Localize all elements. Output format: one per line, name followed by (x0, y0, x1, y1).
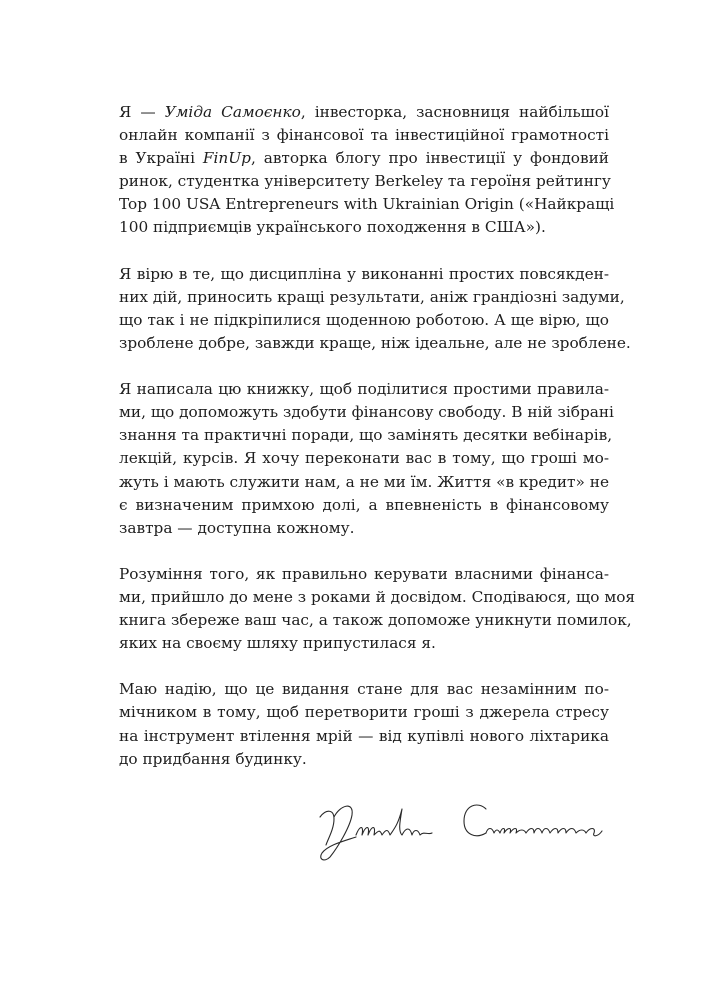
text-line (119, 147, 609, 170)
text-line (119, 701, 609, 724)
text-line (119, 170, 609, 193)
text-segment: ринок, студентка університету Berkeley та героїня рейтингу (119, 172, 611, 191)
italic-text: FinUp (202, 149, 251, 168)
text-segment: Я — (119, 103, 165, 121)
text-segment: них дій, приносить кращі результати, аніж грандіозні задуми, (119, 287, 625, 306)
text-segment: є визначеним примхою долі, а впевненість в фінансовому (119, 495, 609, 514)
text-line (119, 216, 609, 239)
paragraph (119, 378, 614, 540)
paragraph (119, 101, 615, 240)
text-line (119, 263, 609, 286)
text-line (119, 563, 609, 586)
text-segment: Я написала цю книжку, щоб поділитися простими правила- (119, 380, 609, 399)
paragraph (119, 563, 636, 655)
text-line (119, 632, 609, 655)
text-segment: Маю надію, що це видання стане для вас незамінним по- (119, 680, 609, 699)
italic-text: Уміда Самоєнко (164, 103, 301, 121)
text-segment: що так і не підкріпилися щоденною роботою. А ще вірю, що (119, 310, 609, 329)
text-line (119, 471, 609, 494)
text-segment: яких на своєму шляху припустилася я. (119, 634, 436, 653)
text-line (119, 447, 609, 470)
text-line (119, 286, 625, 309)
text-segment: до придбання будинку. (119, 749, 307, 768)
text-line (119, 586, 636, 609)
text-segment: зроблене добре, завжди краще, ніж ідеальне, але не зроблене. (119, 333, 631, 352)
text-line (119, 424, 613, 447)
body-text (119, 101, 636, 794)
text-segment: завтра — доступна кожному. (119, 518, 355, 537)
text-segment: Я вірю в те, що дисципліна у виконанні простих повсякден- (119, 264, 609, 283)
text-segment: 100 підприємців українського походження в США»). (119, 218, 546, 237)
text-line (119, 309, 609, 332)
text-segment: Розуміння того, як правильно керувати власними фінанса- (119, 564, 609, 583)
text-line (119, 494, 609, 517)
text-segment: в Україні (119, 149, 203, 168)
text-segment: , інвесторка, засновниця найбільшої (300, 103, 609, 121)
text-segment: ми, прийшло до мене з роками й досвідом. Сподіваюся, що моя (119, 587, 636, 606)
text-line (119, 101, 609, 124)
text-line (119, 678, 609, 701)
text-segment: онлайн компанії з фінансової та інвестиційної грамотності (119, 126, 609, 145)
text-segment: Top 100 USA Entrepreneurs with Ukrainian Origin («Найкращі (119, 195, 615, 214)
text-segment: на інструмент втілення мрій — від купівлі нового ліхтарика (119, 726, 609, 745)
text-line (119, 124, 609, 147)
paragraph (119, 263, 631, 355)
text-segment: ми, що допоможуть здобути фінансову свободу. В ній зібрані (119, 403, 614, 422)
text-line (119, 401, 614, 424)
author-signature (316, 795, 616, 865)
text-line (119, 193, 615, 216)
text-line (119, 748, 609, 771)
text-segment: книга збереже ваш час, а також допоможе уникнути помилок, (119, 611, 632, 630)
text-line (119, 332, 631, 355)
text-line (119, 378, 609, 401)
text-line (119, 609, 632, 632)
paragraph (119, 678, 609, 770)
text-segment: , авторка блогу про інвестиції у фондовий (250, 149, 609, 168)
text-segment: лекцій, курсів. Я хочу переконати вас в тому, що гроші мо- (119, 449, 609, 468)
text-line (119, 517, 609, 540)
text-line (119, 725, 609, 748)
text-segment: жуть і мають служити нам, а не ми їм. Життя «в кредит» не (119, 472, 609, 491)
text-segment: знання та практичні поради, що замінять десятки вебінарів, (119, 426, 613, 445)
text-segment: мічником в тому, щоб перетворити гроші з джерела стресу (119, 703, 609, 722)
